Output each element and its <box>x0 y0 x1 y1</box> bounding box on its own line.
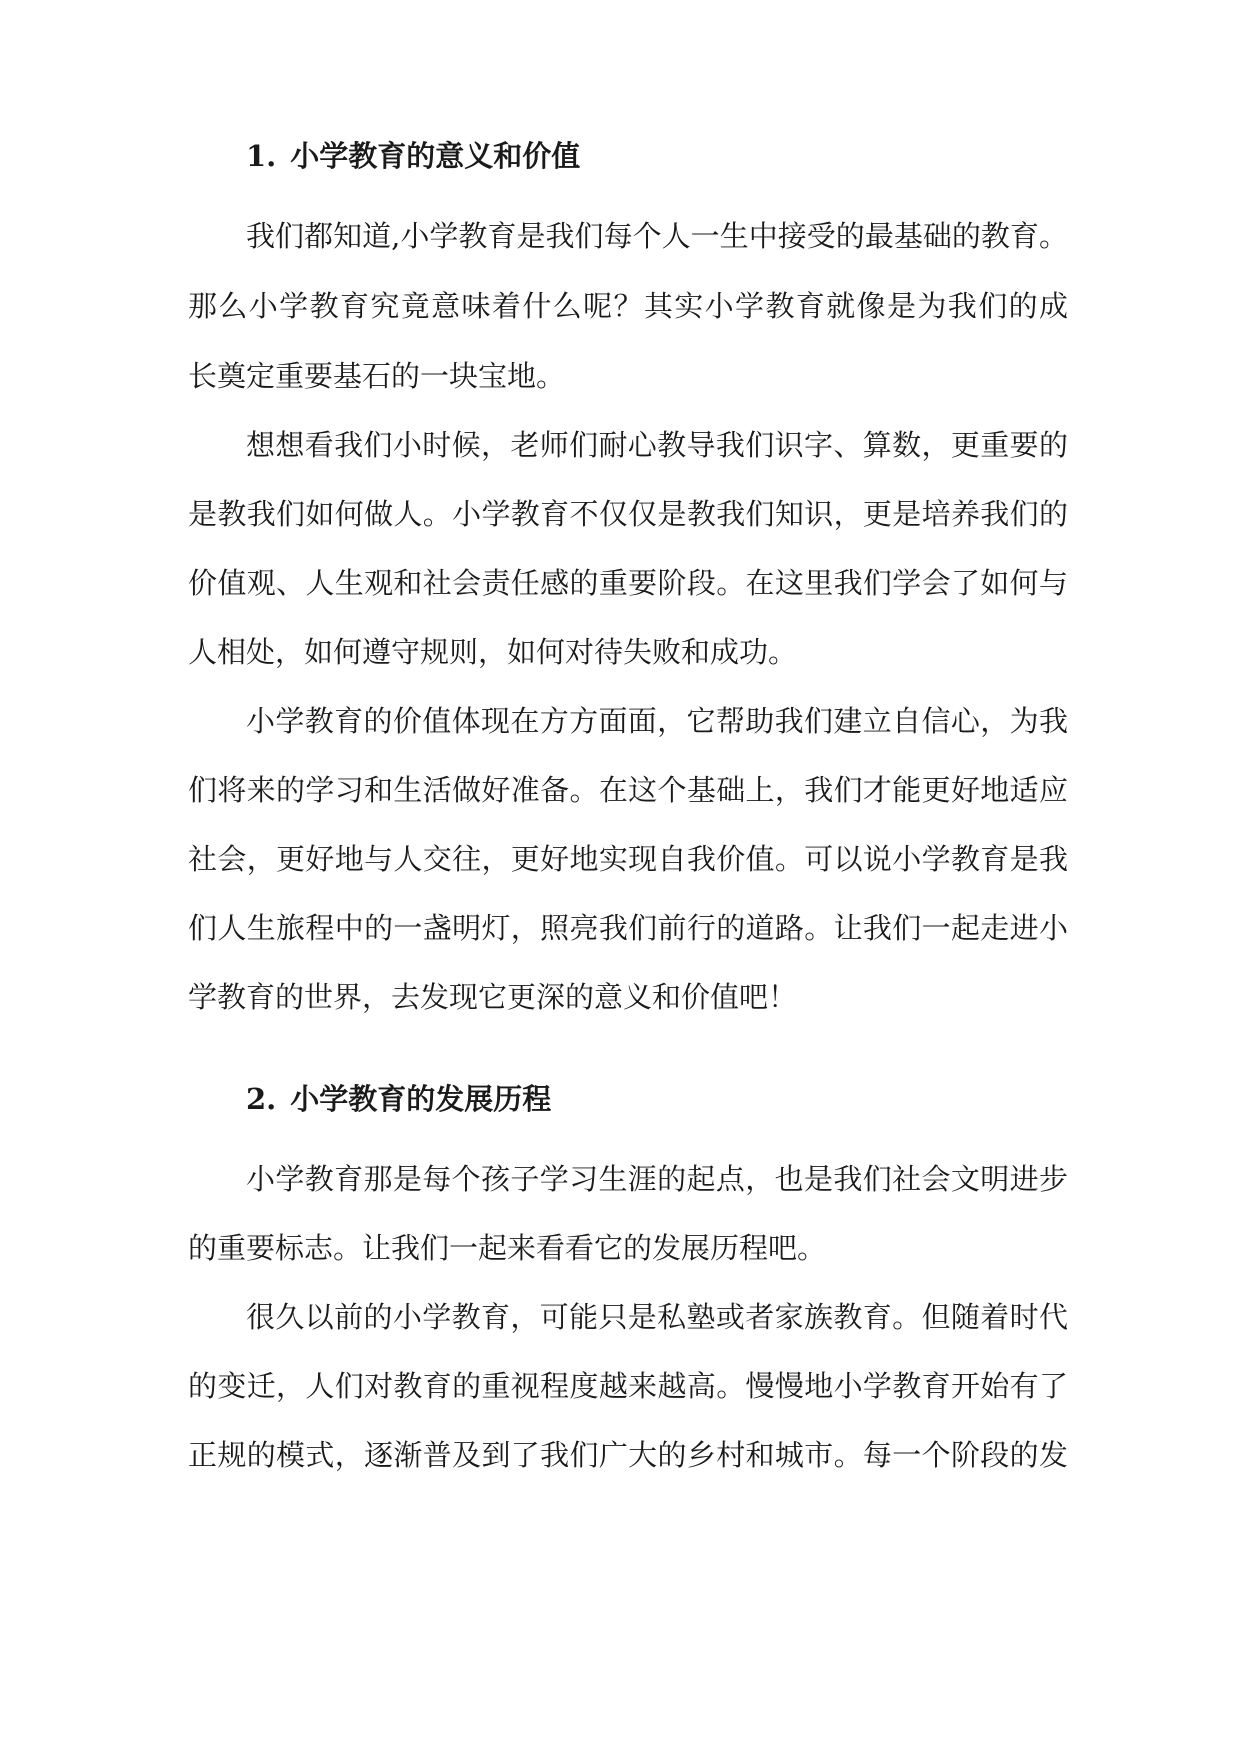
paragraph-line: 价值观、人生观和社会责任感的重要阶段。在这里我们学会了如何与 <box>188 566 1068 600</box>
paragraph-line: 学教育的世界，去发现它更深的意义和价值吧！ <box>188 980 798 1014</box>
section-1-heading <box>246 136 580 176</box>
paragraph-line: 那么小学教育究竟意味着什么呢？其实小学教育就像是为我们的成 <box>188 289 1068 323</box>
paragraph-line: 长奠定重要基石的一块宝地。 <box>188 359 566 393</box>
section-2-number: 2. <box>246 1082 277 1116</box>
section-2-title: 小学教育的发展历程 <box>290 1082 552 1116</box>
paragraph-line: 正规的模式，逐渐普及到了我们广大的乡村和城市。每一个阶段的发 <box>188 1438 1068 1472</box>
paragraph-line: 的变迁，人们对教育的重视程度越来越高。慢慢地小学教育开始有了 <box>188 1369 1068 1403</box>
paragraph-line: 社会，更好地与人交往，更好地实现自我价值。可以说小学教育是我 <box>188 842 1068 876</box>
paragraph-line: 们人生旅程中的一盏明灯，照亮我们前行的道路。让我们一起走进小 <box>188 911 1068 945</box>
section-2-heading <box>246 1079 551 1119</box>
section-1-title: 小学教育的意义和价值 <box>290 139 581 173</box>
paragraph-line: 小学教育那是每个孩子学习生涯的起点，也是我们社会文明进步 <box>246 1162 1068 1196</box>
paragraph-line: 很久以前的小学教育，可能只是私塾或者家族教育。但随着时代 <box>246 1300 1068 1334</box>
paragraph-line: 们将来的学习和生活做好准备。在这个基础上，我们才能更好地适应 <box>188 773 1068 807</box>
paragraph-line: 是教我们如何做人。小学教育不仅仅是教我们知识，更是培养我们的 <box>188 497 1068 531</box>
paragraph-line: 想想看我们小时候，老师们耐心教导我们识字、算数，更重要的 <box>246 428 1068 462</box>
paragraph-line: 我们都知道,小学教育是我们每个人一生中接受的最基础的教育。 <box>246 219 1068 253</box>
paragraph-line: 人相处，如何遵守规则，如何对待失败和成功。 <box>188 635 798 669</box>
paragraph-line: 的重要标志。让我们一起来看看它的发展历程吧。 <box>188 1231 827 1265</box>
section-1-number: 1. <box>246 139 277 173</box>
paragraph-line: 小学教育的价值体现在方方面面，它帮助我们建立自信心，为我 <box>246 704 1068 738</box>
